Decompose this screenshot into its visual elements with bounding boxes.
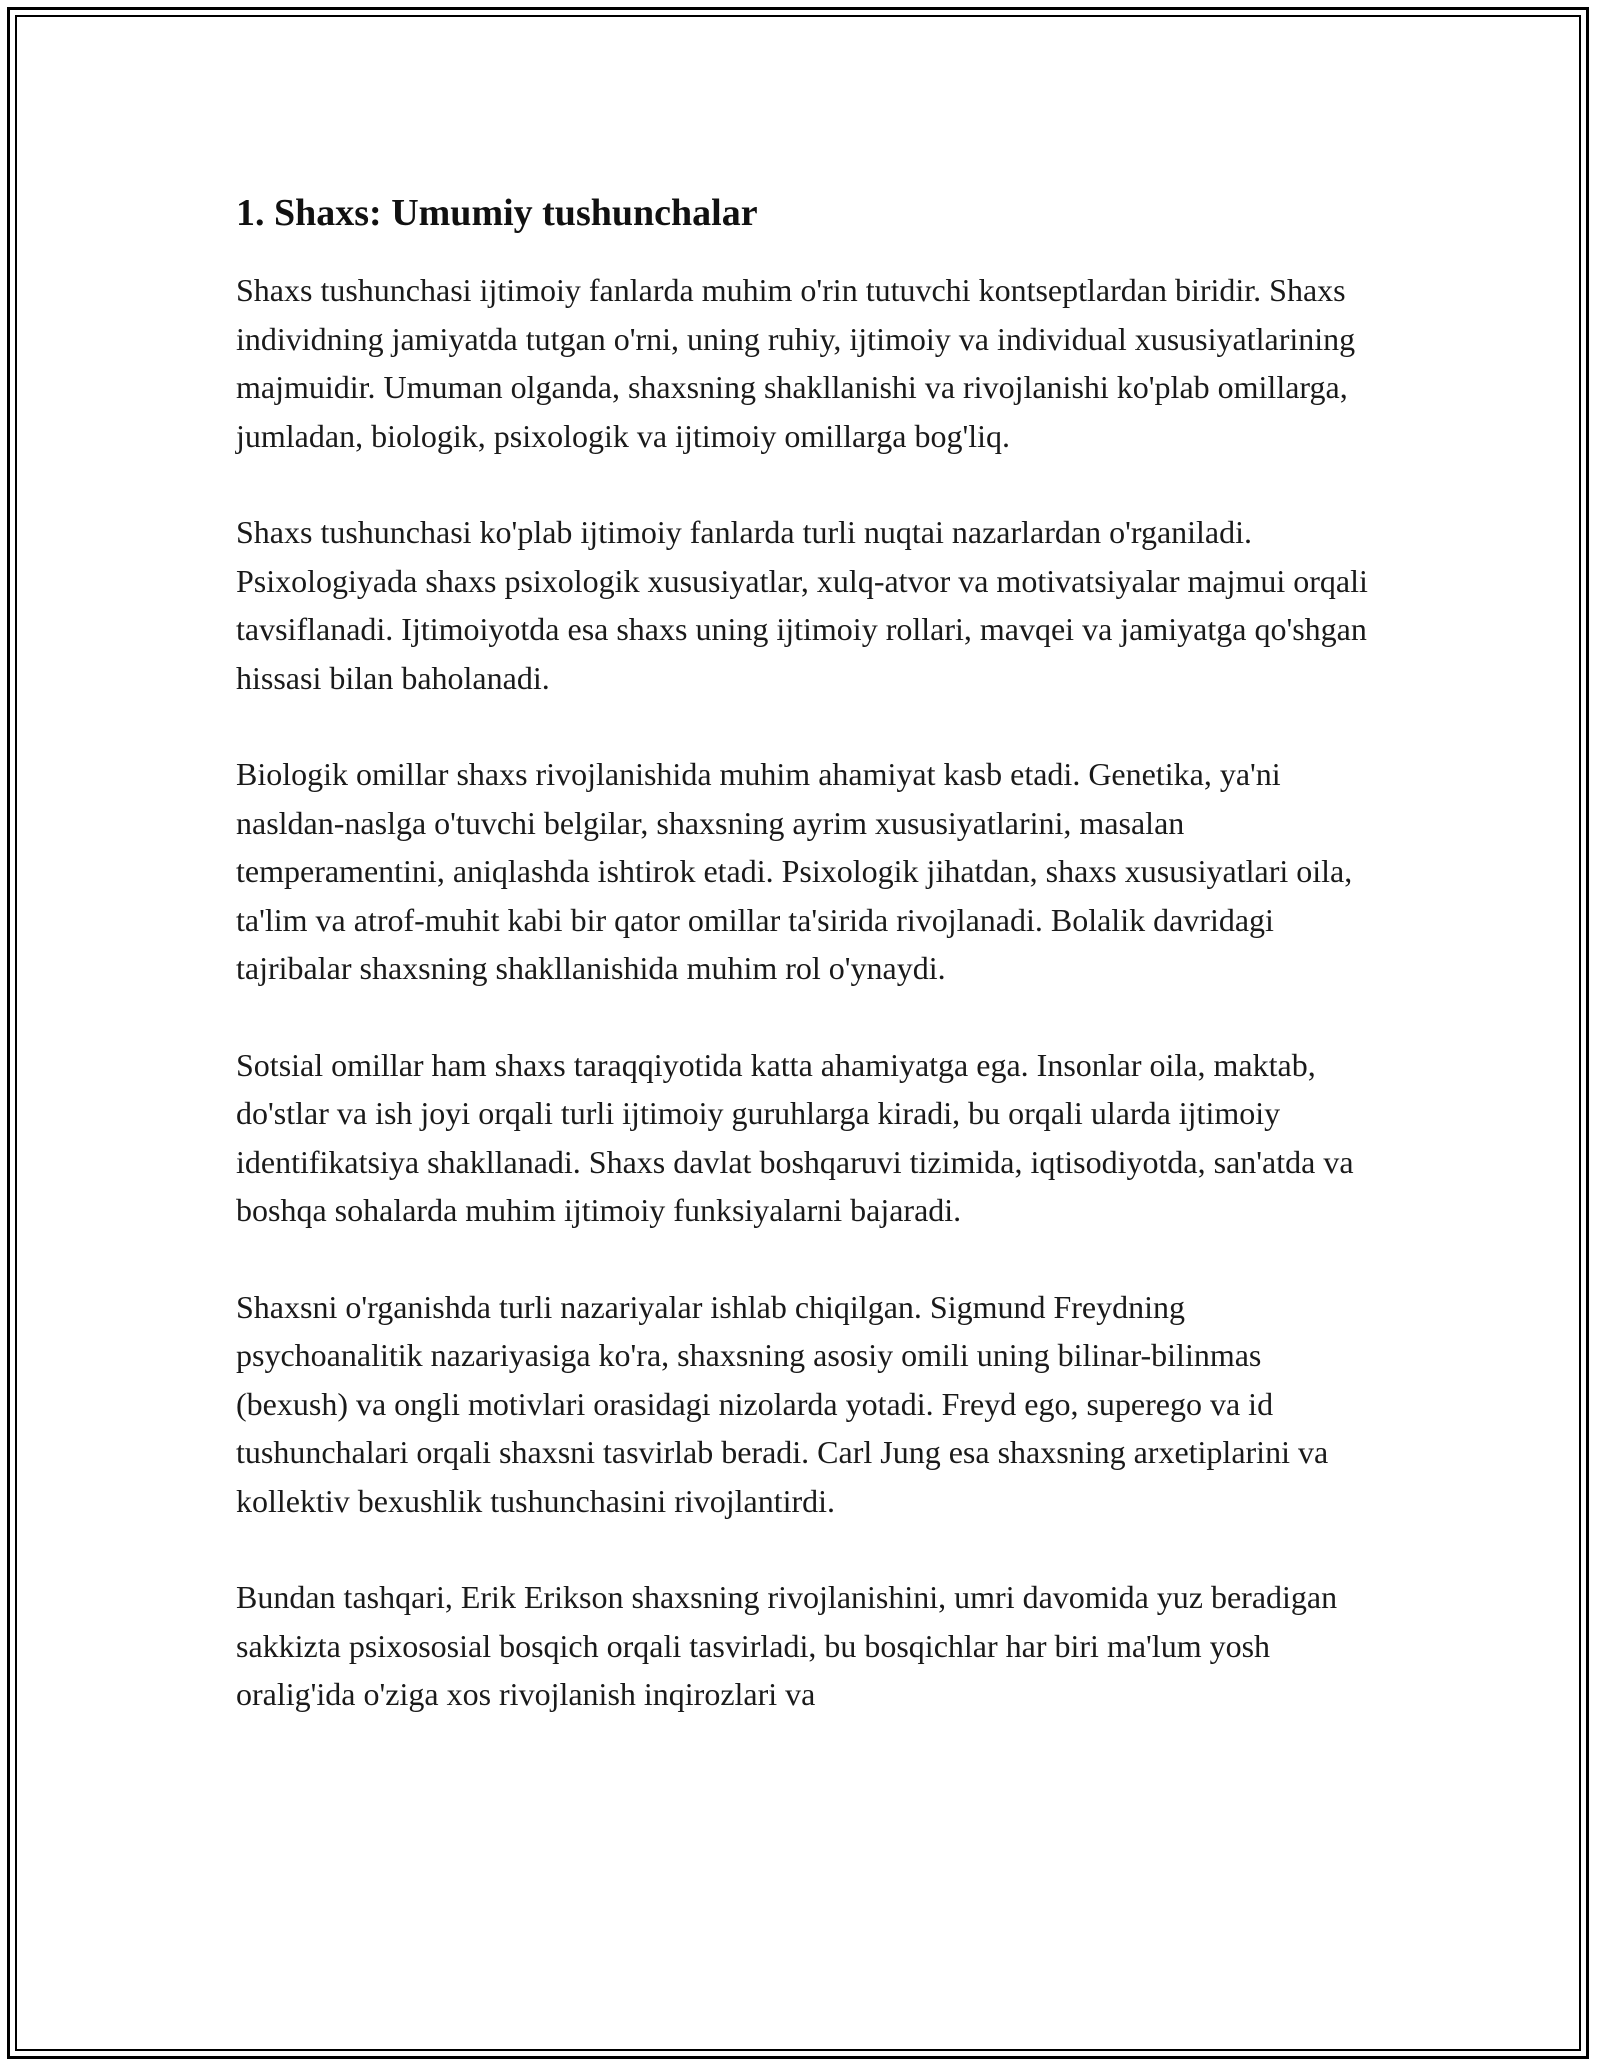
paragraph-6: Bundan tashqari, Erik Erikson shaxsning rivojlanishini, umri davomida yuz beradigan sakkizta psixososial bosqich orqali tasvirladi, bu bosqichlar har biri ma'lum yosh oralig'ida o'ziga xos rivojlanish inqirozlari va [236,1579,1338,1712]
section-heading: 1. Shaxs: Umumiy tushunchalar [236,192,758,234]
document-body [236,188,1372,1767]
paragraph-4: Sotsial omillar ham shaxs taraqqiyotida katta ahamiyatga ega. Insonlar oila, maktab, do'stlar va ish joyi orqali turli ijtimoiy guruhlarga kiradi, bu orqali ularda ijtimoiy identifikatsiya shakllanadi. Shaxs davlat boshqaruvi tizimida, iqtisodiyotda, san'atda va boshqa sohalarda muhim ijtimoiy funksiyalarni bajaradi. [236,1046,1354,1228]
paragraph-5: Shaxsni o'rganishda turli nazariyalar ishlab chiqilgan. Sigmund Freydning psychoanalitik nazariyasiga ko'ra, shaxsning asosiy omili uning bilinar-bilinmas (bexush) va ongli motivlari orasidagi nizolarda yotadi. Freyd ego, superego va id tushunchalari orqali shaxsni tasvirlab beradi. Carl Jung esa shaxsning arxetiplarini va kollektiv bexushlik tushunchasini rivojlantirdi. [236,1288,1329,1519]
paragraph-1: Shaxs tushunchasi ijtimoiy fanlarda muhim o'rin tutuvchi kontseptlardan biridir. Shaxs individning jamiyatda tutgan o'rni, uning ruhiy, ijtimoiy va individual xususiyatlarining majmuidir. Umuman olganda, shaxsning shakllanishi va rivojlanishi ko'plab omillarga, jumladan, biologik, psixologik va ijtimoiy omillarga bog'liq. [236,272,1356,454]
paragraph-2: Shaxs tushunchasi ko'plab ijtimoiy fanlarda turli nuqtai nazarlardan o'rganiladi. Psixologiyada shaxs psixologik xususiyatlar, xulq-atvor va motivatsiyalar majmui orqali tavsiflanadi. Ijtimoiyotda esa shaxs uning ijtimoiy rollari, mavqei va jamiyatga qo'shgan hissasi bilan baholanadi. [236,514,1368,696]
paragraph-3: Biologik omillar shaxs rivojlanishida muhim ahamiyat kasb etadi. Genetika, ya'ni nasldan-naslga o'tuvchi belgilar, shaxsning ayrim xususiyatlarini, masalan temperamentini, aniqlashda ishtirok etadi. Psixologik jihatdan, shaxs xususiyatlari oila, ta'lim va atrof-muhit kabi bir qator omillar ta'sirida rivojlanadi. Bolalik davridagi tajribalar shaxsning shakllanishida muhim rol o'ynaydi. [236,756,1353,986]
